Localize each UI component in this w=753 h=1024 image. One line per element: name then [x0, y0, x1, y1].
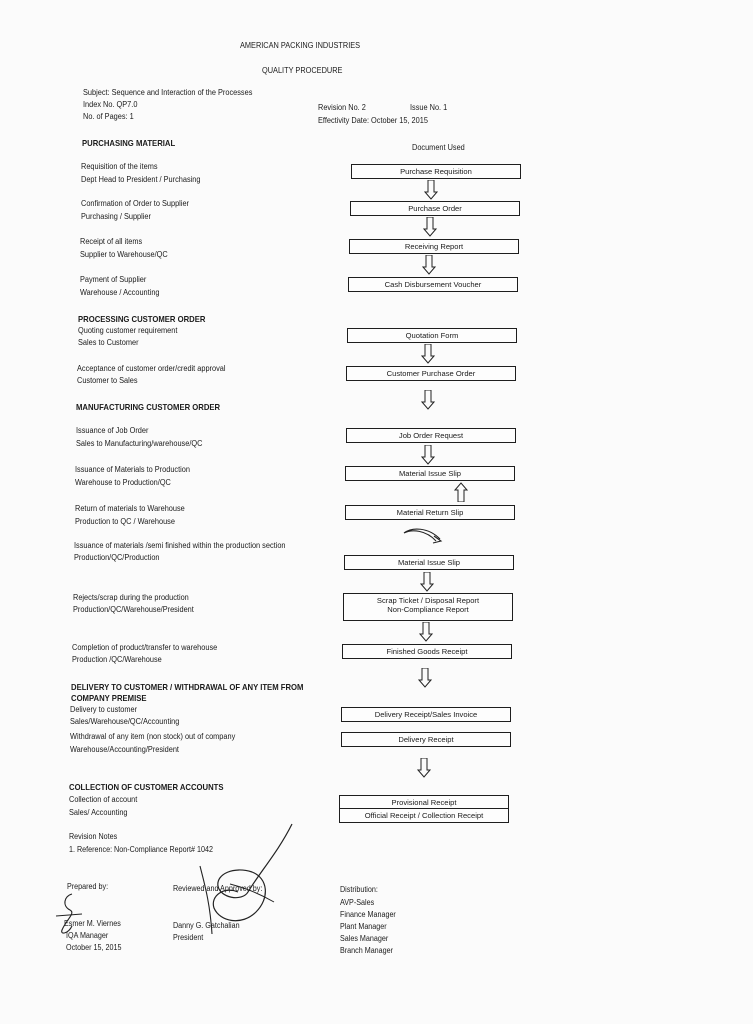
step-title: Rejects/scrap during the production — [73, 593, 189, 602]
doc-box-material-issue-2: Material Issue Slip — [344, 555, 514, 570]
section-processing: PROCESSING CUSTOMER ORDER — [78, 314, 206, 324]
step-flow: Purchasing / Supplier — [81, 212, 151, 221]
down-arrow-icon — [417, 758, 431, 778]
effectivity-date: Effectivity Date: October 15, 2015 — [318, 116, 428, 125]
distribution-item: Branch Manager — [340, 946, 394, 955]
doc-box-purchase-requisition: Purchase Requisition — [351, 164, 521, 179]
down-arrow-icon — [421, 390, 435, 410]
step-flow: Sales to Customer — [78, 338, 139, 347]
step-flow: Sales/Warehouse/QC/Accounting — [70, 717, 180, 726]
step-flow: Warehouse / Accounting — [80, 288, 160, 297]
distribution-item: Finance Manager — [340, 910, 396, 919]
subject: Subject: Sequence and Interaction of the Processes — [83, 88, 253, 97]
distribution-item: Sales Manager — [340, 934, 389, 943]
step-flow: Sales/ Accounting — [69, 808, 128, 817]
step-title: Confirmation of Order to Supplier — [81, 199, 189, 208]
page-count: No. of Pages: 1 — [83, 112, 134, 121]
company-name: AMERICAN PACKING INDUSTRIES — [240, 41, 361, 50]
step-title: Receipt of all items — [80, 237, 143, 246]
prepared-by-label: Prepared by: — [67, 882, 109, 891]
section-delivery: DELIVERY TO CUSTOMER / WITHDRAWAL OF ANY ITEM FROM — [71, 682, 304, 692]
distribution-item: AVP-Sales — [340, 898, 375, 907]
step-title: Completion of product/transfer to warehouse — [72, 643, 218, 652]
down-arrow-icon — [422, 255, 436, 275]
doc-box-finished-goods: Finished Goods Receipt — [342, 644, 512, 659]
preparer-signature — [52, 890, 92, 940]
step-flow: Warehouse/Accounting/President — [70, 745, 179, 754]
step-title: Issuance of Job Order — [76, 426, 149, 435]
step-title: Issuance of materials /semi finished within the production section — [74, 541, 286, 550]
step-flow: Sales to Manufacturing/warehouse/QC — [76, 439, 203, 448]
step-title: Delivery to customer — [70, 705, 138, 714]
step-flow: Customer to Sales — [77, 376, 138, 385]
step-flow: Production to QC / Warehouse — [75, 517, 175, 526]
doc-box-delivery-sales-invoice: Delivery Receipt/Sales Invoice — [341, 707, 511, 722]
step-title: Withdrawal of any item (non stock) out of company — [70, 732, 236, 741]
down-arrow-icon — [418, 668, 432, 688]
step-title: Payment of Supplier — [80, 275, 147, 284]
step-title: Quoting customer requirement — [78, 326, 178, 335]
down-arrow-icon — [420, 572, 434, 592]
down-arrow-icon — [423, 217, 437, 237]
approver-signature — [190, 822, 300, 942]
approved-by-label: Reviewed and Approved by: — [173, 884, 263, 893]
doc-box-quotation-form: Quotation Form — [347, 328, 517, 343]
step-title: Return of materials to Warehouse — [75, 504, 185, 513]
doc-box-scrap-ticket: Scrap Ticket / Disposal Report Non-Compliance Report — [343, 593, 513, 621]
doc-box-receiving-report: Receiving Report — [349, 239, 519, 254]
step-title: Issuance of Materials to Production — [75, 465, 190, 474]
step-flow: Production/QC/Production — [74, 553, 160, 562]
revision-note-item: 1. Reference: Non-Compliance Report# 1042 — [69, 845, 213, 854]
section-manufacturing: MANUFACTURING CUSTOMER ORDER — [76, 402, 221, 412]
issue-number: Issue No. 1 — [410, 103, 448, 112]
step-flow: Dept Head to President / Purchasing — [81, 175, 201, 184]
step-flow: Supplier to Warehouse/QC — [80, 250, 168, 259]
doc-box-receipts: Provisional Receipt Official Receipt / Collection Receipt — [339, 795, 509, 823]
down-arrow-icon — [421, 344, 435, 364]
up-arrow-icon — [454, 482, 468, 502]
doc-box-cash-disbursement: Cash Disbursement Voucher — [348, 277, 518, 292]
step-title: Requisition of the items — [81, 162, 158, 171]
document-used-heading: Document Used — [412, 143, 465, 152]
distribution-item: Plant Manager — [340, 922, 387, 931]
curved-arrow-icon — [400, 524, 444, 546]
distribution-label: Distribution: — [340, 885, 378, 894]
doc-box-purchase-order: Purchase Order — [350, 201, 520, 216]
doc-box-job-order: Job Order Request — [346, 428, 516, 443]
down-arrow-icon — [424, 180, 438, 200]
revision-number: Revision No. 2 — [318, 103, 366, 112]
step-flow: Production/QC/Warehouse/President — [73, 605, 194, 614]
doc-box-material-issue: Material Issue Slip — [345, 466, 515, 481]
step-flow: Production /QC/Warehouse — [72, 655, 162, 664]
doc-box-material-return: Material Return Slip — [345, 505, 515, 520]
approved-by-name: Danny G. Gatchalian — [173, 921, 240, 930]
approved-by-role: President — [173, 933, 204, 942]
section-purchasing: PURCHASING MATERIAL — [82, 138, 176, 148]
doc-box-delivery-receipt: Delivery Receipt — [341, 732, 511, 747]
section-delivery-cont: COMPANY PREMISE — [71, 693, 147, 703]
step-title: Collection of account — [69, 795, 138, 804]
index-number: Index No. QP7.0 — [83, 100, 138, 109]
down-arrow-icon — [419, 622, 433, 642]
prepared-date: October 15, 2015 — [66, 943, 122, 952]
section-collection: COLLECTION OF CUSTOMER ACCOUNTS — [69, 782, 224, 792]
prepared-by-role: IQA Manager — [66, 931, 109, 940]
revision-notes-title: Revision Notes — [69, 832, 118, 841]
document-type: QUALITY PROCEDURE — [262, 66, 343, 75]
step-flow: Warehouse to Production/QC — [75, 478, 171, 487]
doc-box-customer-po: Customer Purchase Order — [346, 366, 516, 381]
down-arrow-icon — [421, 445, 435, 465]
prepared-by-name: Esmer M. Viernes — [64, 919, 121, 928]
step-title: Acceptance of customer order/credit approval — [77, 364, 226, 373]
